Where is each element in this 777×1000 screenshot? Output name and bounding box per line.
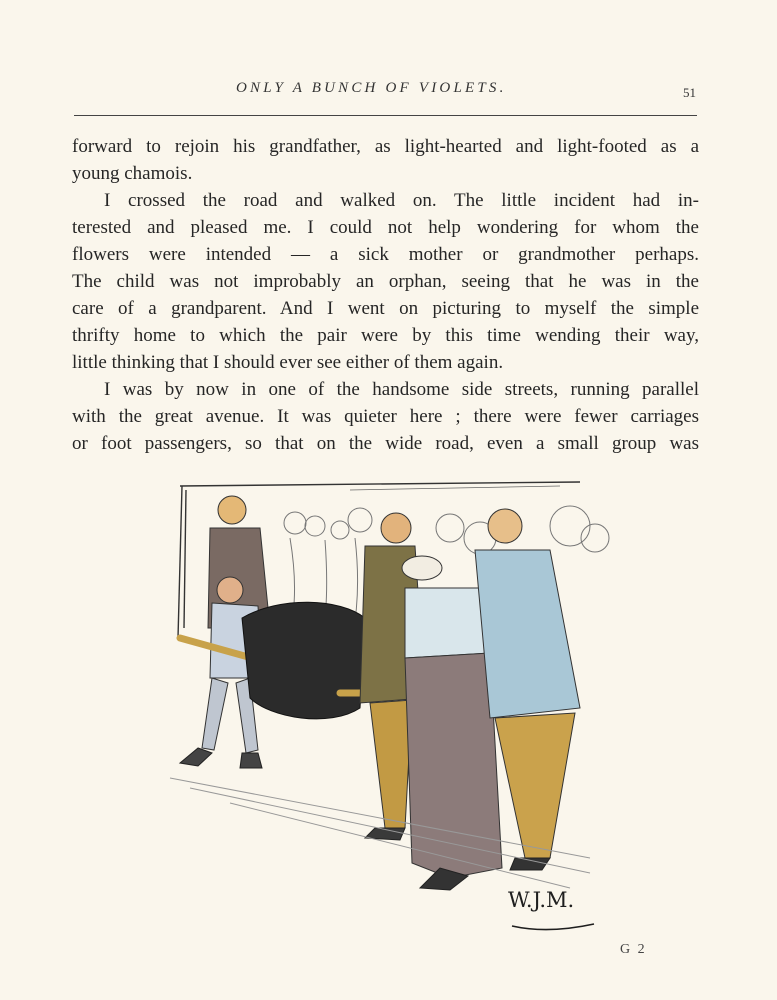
text-line: I was by now in one of the handsome side streets, running parallel bbox=[104, 379, 699, 400]
signature-mark: G 2 bbox=[620, 942, 647, 957]
running-title: ONLY A BUNCH OF VIOLETS. bbox=[236, 80, 507, 96]
text-line: The child was not improbably an orphan, seeing that he was in the bbox=[72, 271, 699, 292]
page-number: 51 bbox=[683, 85, 696, 100]
signature-flourish bbox=[508, 888, 598, 938]
header-rule bbox=[74, 115, 697, 116]
text-line: forward to rejoin his grandfather, as light-hearted and light-footed as a bbox=[72, 136, 699, 157]
signature-text: W.J.M. bbox=[508, 888, 575, 912]
text-line: terested and pleased me. I could not help wondering for whom the bbox=[72, 217, 699, 238]
text-line: little thinking that I should ever see either of them again. bbox=[72, 352, 504, 373]
text-line: or foot passengers, so that on the wide road, even a small group was bbox=[72, 433, 699, 454]
street-scene-illustration bbox=[150, 478, 620, 938]
text-line: with the great avenue. It was quieter here ; there were fewer carriages bbox=[72, 406, 699, 427]
text-line: flowers were intended — a sick mother or grandmother perhaps. bbox=[72, 244, 699, 265]
text-line: I crossed the road and walked on. The little incident had in- bbox=[104, 190, 699, 211]
text-line: care of a grandparent. And I went on picturing to myself the simple bbox=[72, 298, 699, 319]
body-text bbox=[72, 133, 699, 457]
text-line: young chamois. bbox=[72, 163, 193, 184]
text-line: thrifty home to which the pair were by this time wending their way, bbox=[72, 325, 699, 346]
running-head bbox=[0, 80, 777, 104]
